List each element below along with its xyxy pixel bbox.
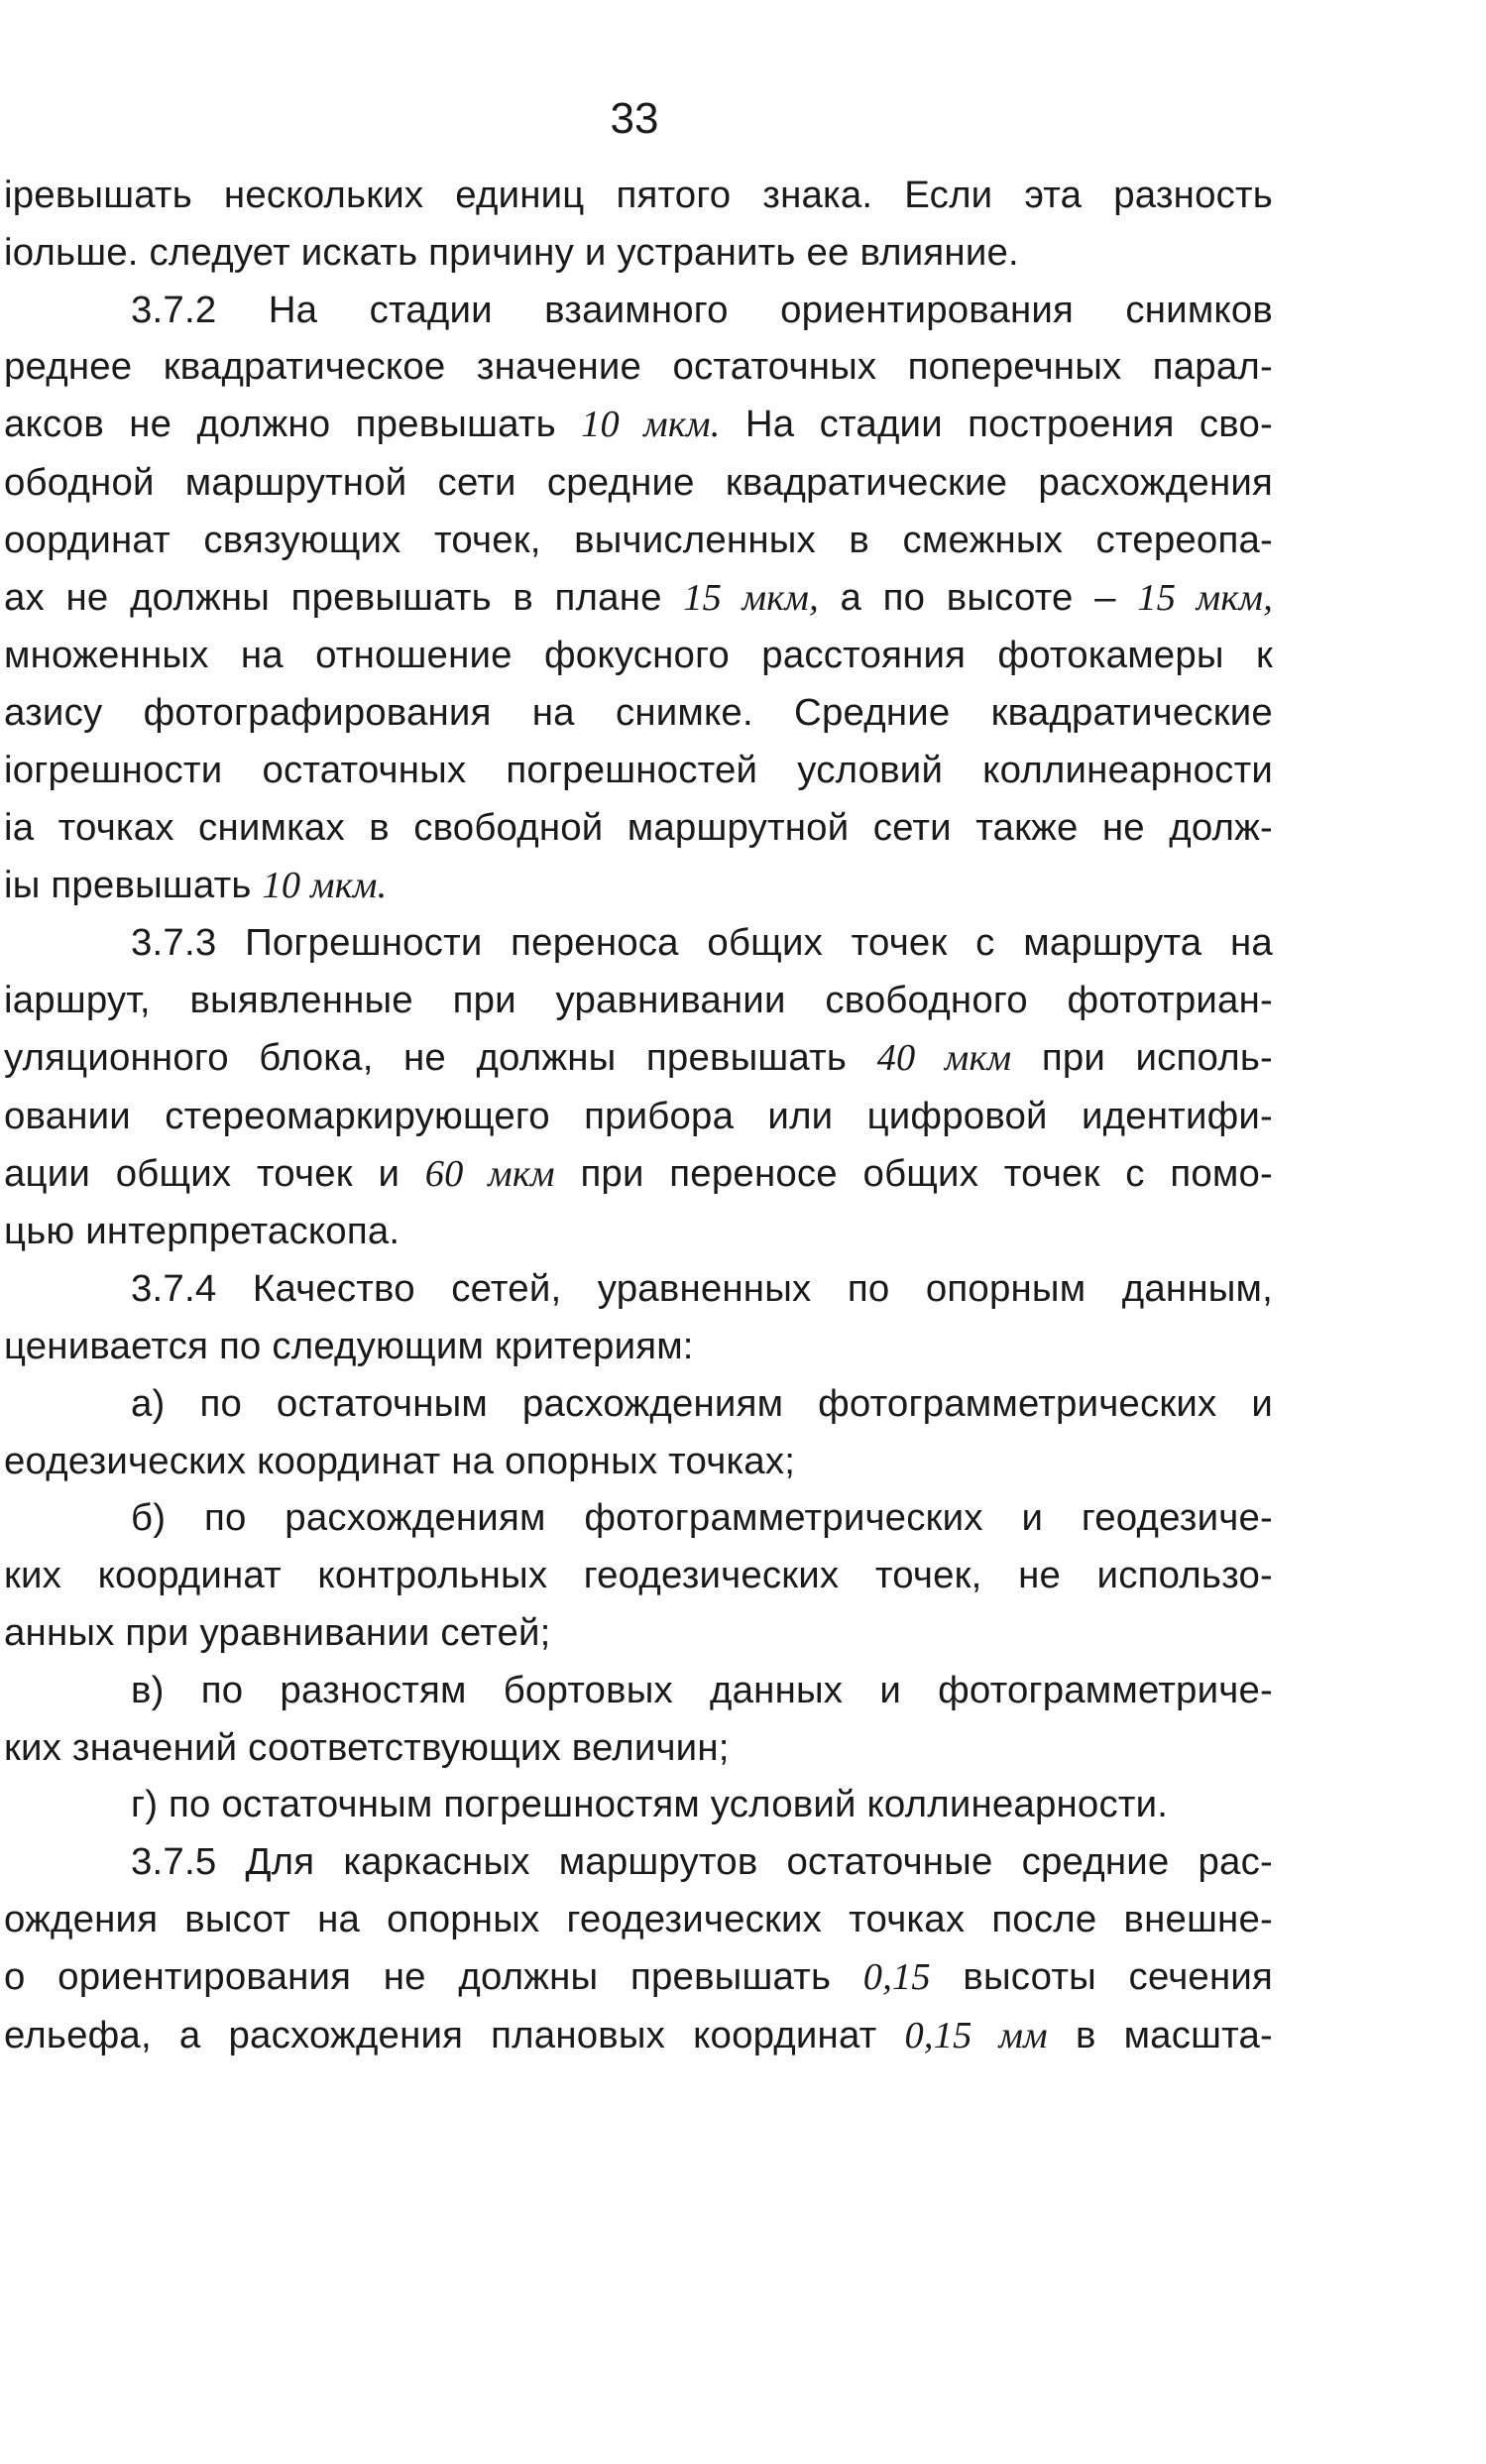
text-line: іаршрут, выявленные при уравнивании свободного фототриан- bbox=[4, 979, 1273, 1022]
text-line: анных при уравнивании сетей; bbox=[4, 1610, 551, 1654]
text-segment: Качество сетей, уравненных по опорным данным, bbox=[252, 1267, 1273, 1311]
text-line: ких координат контрольных геодезических точек, не использо- bbox=[4, 1554, 1273, 1597]
text-line: а) по остаточным расхождениям фотограмметрических и bbox=[131, 1381, 1273, 1425]
value-italic: 10 мкм. bbox=[581, 404, 721, 446]
text-segment: высоты сечения bbox=[963, 1954, 1274, 1998]
text-segment: в масшта- bbox=[1075, 2013, 1274, 2056]
text-line bbox=[4, 1029, 1273, 1088]
text-segment: при переносе общих точек с помо- bbox=[580, 1151, 1273, 1195]
section-number: 3.7.2 bbox=[131, 288, 217, 331]
value-italic: 15 мкм, bbox=[683, 576, 819, 619]
value-italic: 60 мкм bbox=[424, 1152, 555, 1195]
text-line bbox=[4, 282, 1273, 339]
text-line: ценивается по следующим критериям: bbox=[4, 1324, 694, 1367]
paragraph-3-7-5 bbox=[4, 1833, 1273, 2064]
value-italic: 15 мкм, bbox=[1137, 576, 1273, 619]
text-line bbox=[4, 1948, 1273, 2007]
text-line: ождения высот на опорных геодезических точках после внешне- bbox=[4, 1897, 1273, 1940]
section-number: 3.7.3 bbox=[131, 921, 217, 965]
text-line: реднее квадратическое значение остаточных поперечных парал- bbox=[4, 345, 1273, 389]
text-line bbox=[4, 1833, 1273, 1891]
text-line: в) по разностям бортовых данных и фотограмметриче- bbox=[131, 1668, 1273, 1711]
text-line bbox=[4, 569, 1273, 628]
text-line: іревышать нескольких единиц пятого знака. Если эта разность bbox=[4, 174, 1273, 216]
value-italic: 40 мкм bbox=[876, 1036, 1012, 1079]
value-italic: 0,15 bbox=[862, 1955, 931, 1998]
text-segment: о ориентирования не должны превышать bbox=[4, 1954, 832, 1998]
list-item-b bbox=[4, 1489, 1273, 1661]
paragraph-3-7-4 bbox=[4, 1260, 1273, 1375]
text-line bbox=[4, 1145, 1273, 1204]
text-line: ких значений соответствующих величин; bbox=[4, 1725, 730, 1769]
text-line: ободной маршрутной сети средние квадратические расхождения bbox=[4, 460, 1273, 504]
text-line: іогрешности остаточных погрешностей условий коллинеарности bbox=[4, 748, 1273, 791]
body-text bbox=[4, 167, 1273, 2064]
list-item-a bbox=[4, 1375, 1273, 1490]
text-segment: ельефа, а расхождения плановых координат bbox=[4, 2013, 877, 2056]
text-segment: аксов не должно превышать bbox=[4, 403, 556, 446]
paragraph-continuation bbox=[4, 167, 1273, 282]
value-italic: 0,15 мм bbox=[904, 2014, 1048, 2056]
text-segment: іы превышать bbox=[4, 863, 252, 906]
text-line: б) по расхождениям фотограмметрических и геодезиче- bbox=[131, 1496, 1273, 1540]
list-item-v bbox=[4, 1662, 1273, 1777]
section-number: 3.7.5 bbox=[131, 1840, 217, 1884]
text-line: множенных на отношение фокусного расстояния фотокамеры к bbox=[4, 634, 1273, 677]
paragraph-3-7-3 bbox=[4, 914, 1273, 1260]
text-line: цью интерпретаскопа. bbox=[4, 1210, 400, 1253]
text-segment: На стадии взаимного ориентирования снимков bbox=[268, 288, 1273, 331]
text-segment: Для каркасных маршрутов остаточные средние рас- bbox=[245, 1840, 1273, 1884]
text-line bbox=[4, 857, 1273, 915]
text-line: еодезических координат на опорных точках; bbox=[4, 1439, 796, 1482]
section-number: 3.7.4 bbox=[131, 1267, 217, 1311]
paragraph-3-7-2 bbox=[4, 282, 1273, 915]
text-segment: при исполь- bbox=[1041, 1035, 1274, 1079]
text-line bbox=[4, 396, 1273, 454]
page-number: 33 bbox=[610, 94, 659, 143]
text-segment: На стадии построения сво- bbox=[744, 403, 1273, 446]
list-item-g bbox=[4, 1776, 1273, 1833]
text-line: г) по остаточным погрешностям условий коллинеарности. bbox=[131, 1783, 1169, 1826]
text-line bbox=[4, 2007, 1273, 2065]
text-segment: а по высоте – bbox=[840, 575, 1116, 619]
text-line: азису фотографирования на снимке. Средние квадратические bbox=[4, 691, 1273, 735]
text-line: іа точках снимках в свободной маршрутной сети также не долж- bbox=[4, 805, 1273, 849]
text-line bbox=[4, 914, 1273, 972]
value-italic: 10 мкм. bbox=[262, 864, 388, 906]
text-segment: ации общих точек и bbox=[4, 1151, 400, 1195]
text-segment: ах не должны превышать в плане bbox=[4, 575, 662, 619]
text-line bbox=[4, 1260, 1273, 1318]
text-segment: уляционного блока, не должны превышать bbox=[4, 1035, 848, 1079]
text-line: іольше. следует искать причину и устранить ее влияние. bbox=[4, 230, 1019, 274]
text-segment: Погрешности переноса общих точек с маршрута на bbox=[245, 921, 1273, 965]
text-line: овании стереомаркирующего прибора или цифровой идентифи- bbox=[4, 1094, 1273, 1137]
text-line: оординат связующих точек, вычисленных в смежных стереопа- bbox=[4, 518, 1273, 561]
